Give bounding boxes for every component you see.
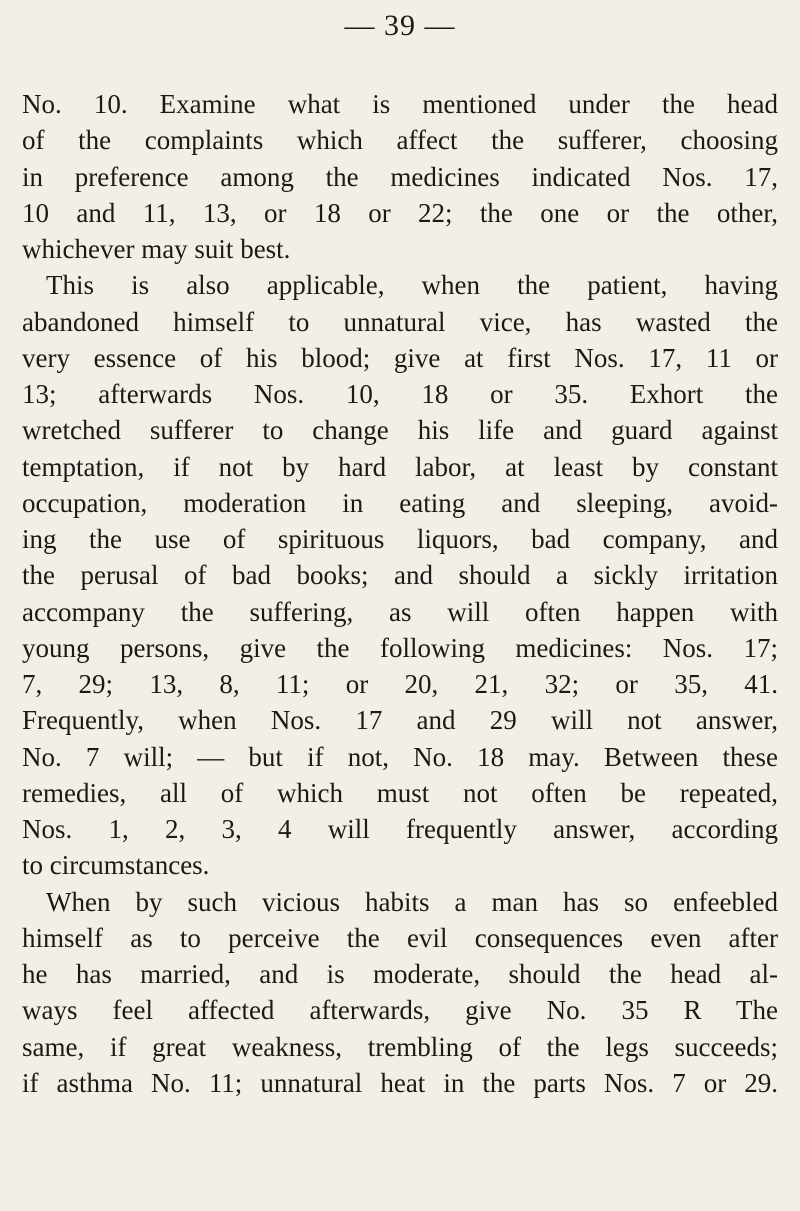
body-text xyxy=(22,86,778,1101)
text-line: if asthma No. 11; unnatural heat in the parts Nos. 7 or 29. xyxy=(22,1067,778,1098)
text-line: temptation, if not by hard labor, at least by constant xyxy=(22,451,778,482)
page-number: — 39 — xyxy=(344,9,456,42)
text-line: himself as to perceive the evil consequences even after xyxy=(22,922,778,953)
text-line: abandoned himself to unnatural vice, has wasted the xyxy=(22,306,778,337)
text-line: young persons, give the following medicines: Nos. 17; xyxy=(22,632,778,663)
text-line: When by such vicious habits a man has so enfeebled xyxy=(46,886,778,917)
text-line: very essence of his blood; give at first Nos. 17, 11 or xyxy=(22,342,778,373)
text-line: Frequently, when Nos. 17 and 29 will not answer, xyxy=(22,705,778,736)
text-line: Nos. 1, 2, 3, 4 will frequently answer, according xyxy=(22,814,778,844)
text-line: whichever may suit best. xyxy=(22,234,291,264)
text-line: No. 10. Examine what is mentioned under the head xyxy=(22,89,778,119)
text-line: ing the use of spirituous liquors, bad company, and xyxy=(22,524,778,554)
text-line: 13; afterwards Nos. 10, 18 or 35. Exhort the xyxy=(22,379,778,409)
text-line: remedies, all of which must not often be repeated, xyxy=(22,777,778,808)
text-line: occupation, moderation in eating and sleeping, avoid- xyxy=(22,487,778,518)
text-line: 7, 29; 13, 8, 11; or 20, 21, 32; or 35, 41. xyxy=(22,669,778,699)
text-line: wretched sufferer to change his life and guard against xyxy=(22,415,778,446)
text-line: same, if great weakness, trembling of the legs succeeds; xyxy=(22,1031,778,1062)
text-line: No. 7 will; — but if not, No. 18 may. Between these xyxy=(22,741,778,772)
text-line: ways feel affected afterwards, give No. 35 R The xyxy=(22,995,778,1026)
text-line: he has married, and is moderate, should the head al- xyxy=(22,959,778,989)
text-line: accompany the suffering, as will often happen with xyxy=(22,596,778,627)
text-line: the perusal of bad books; and should a sickly irritation xyxy=(22,560,778,591)
text-line: to circumstances. xyxy=(22,850,210,881)
text-line: in preference among the medicines indicated Nos. 17, xyxy=(22,161,778,192)
text-line: 10 and 11, 13, or 18 or 22; the one or the other, xyxy=(22,197,778,228)
text-line: This is also applicable, when the patient, having xyxy=(46,270,778,301)
text-line: of the complaints which affect the sufferer, choosing xyxy=(22,125,778,156)
